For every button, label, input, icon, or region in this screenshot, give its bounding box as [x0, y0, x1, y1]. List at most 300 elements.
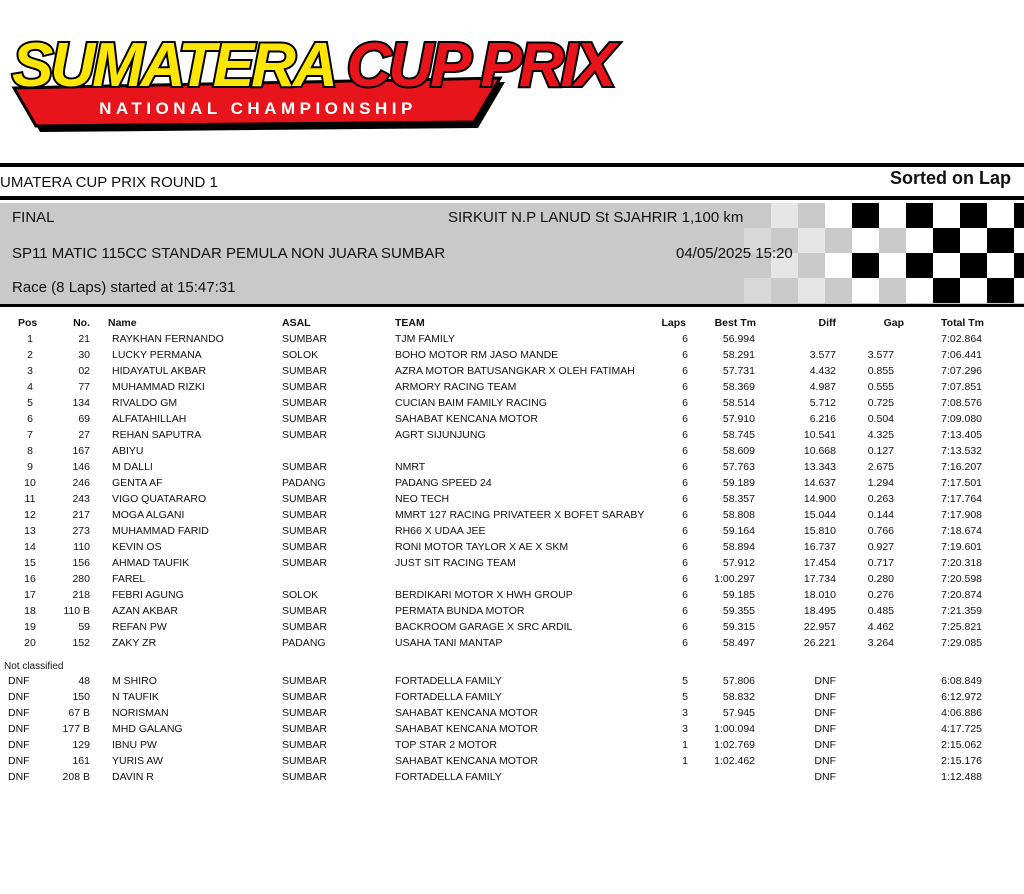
col-name: Name	[108, 317, 137, 329]
cell-no: 246	[72, 477, 90, 489]
cell-best: 57.731	[722, 365, 755, 377]
sumatera-cup-prix-logo	[0, 0, 614, 150]
cell-diff: 22.957	[803, 621, 836, 633]
cell-laps: 3	[682, 707, 688, 719]
cell-best: 58.832	[722, 691, 755, 703]
cell-laps: 6	[682, 573, 688, 585]
cell-asal: SUMBAR	[282, 461, 327, 473]
logo-title-part-1: SUMATERA	[12, 31, 333, 100]
cell-diff: DNF	[814, 691, 836, 703]
cell-asal: SOLOK	[282, 349, 319, 361]
cell-best: 59.185	[722, 589, 755, 601]
cell-team: MMRT 127 RACING PRIVATEER X BOFET SARABY	[395, 509, 645, 521]
cell-asal: SUMBAR	[282, 541, 327, 553]
cell-pos: 17	[24, 589, 36, 601]
cell-name: MUHAMMAD RIZKI	[112, 381, 205, 393]
cell-total: 7:20.598	[941, 573, 982, 585]
cell-best: 59.355	[722, 605, 755, 617]
cell-diff: 10.541	[803, 429, 836, 441]
sort-label: Sorted on Lap	[890, 168, 1011, 188]
cell-pos: 1	[27, 333, 33, 345]
cell-best: 1:00.094	[714, 723, 755, 735]
result-row	[0, 347, 1024, 363]
cell-name: REFAN PW	[112, 621, 167, 633]
cell-total: 7:07.296	[941, 365, 982, 377]
cell-diff: DNF	[814, 723, 836, 735]
cell-total: 7:08.576	[941, 397, 982, 409]
cell-total: 7:09.080	[941, 413, 982, 425]
cell-laps: 6	[682, 461, 688, 473]
cell-diff: DNF	[814, 739, 836, 751]
cell-pos: 9	[27, 461, 33, 473]
cell-pos: DNF	[8, 675, 30, 687]
cell-gap: 0.280	[867, 573, 894, 585]
cell-total: 7:17.908	[941, 509, 982, 521]
cell-asal: SUMBAR	[282, 621, 327, 633]
classified-list	[0, 331, 1024, 651]
cell-laps: 3	[682, 723, 688, 735]
cell-asal: SUMBAR	[282, 333, 327, 345]
cell-laps: 6	[682, 621, 688, 633]
cell-diff: DNF	[814, 755, 836, 767]
cell-total: 7:16.207	[941, 461, 982, 473]
cell-best: 58.357	[722, 493, 755, 505]
col-pos: Pos	[18, 317, 38, 329]
results-table	[0, 313, 1024, 785]
cell-pos: 18	[24, 605, 36, 617]
cell-team: RONI MOTOR TAYLOR X AE X SKM	[395, 541, 569, 553]
dnf-row	[0, 705, 1024, 721]
cell-total: 4:06.886	[941, 707, 982, 719]
result-row	[0, 411, 1024, 427]
result-row	[0, 443, 1024, 459]
cell-asal: SUMBAR	[282, 739, 327, 751]
cell-pos: 10	[24, 477, 36, 489]
cell-diff: 16.737	[803, 541, 836, 553]
cell-team: BACKROOM GARAGE X SRC ARDIL	[395, 621, 573, 633]
cell-gap: 0.927	[867, 541, 894, 553]
cell-name: DAVIN R	[112, 771, 154, 783]
cell-laps: 6	[682, 557, 688, 569]
cell-asal: SUMBAR	[282, 397, 327, 409]
cell-team: CUCIAN BAIM FAMILY RACING	[395, 397, 547, 409]
cell-pos: DNF	[8, 739, 30, 751]
cell-team: BERDIKARI MOTOR X HWH GROUP	[395, 589, 573, 601]
cell-pos: 14	[24, 541, 36, 553]
cell-no: 152	[72, 637, 90, 649]
cell-name: RIVALDO GM	[112, 397, 178, 409]
cell-best: 56.994	[722, 333, 755, 345]
cell-best: 59.164	[722, 525, 755, 537]
cell-asal: SUMBAR	[282, 509, 327, 521]
cell-name: GENTA AF	[112, 477, 163, 489]
cell-total: 7:06.441	[941, 349, 982, 361]
result-row	[0, 587, 1024, 603]
cell-diff: 6.216	[809, 413, 836, 425]
cell-best: 1:00.297	[714, 573, 755, 585]
cell-gap: 0.555	[867, 381, 894, 393]
cell-laps: 6	[682, 397, 688, 409]
top-rule	[0, 163, 1024, 167]
cell-no: 69	[78, 413, 90, 425]
cell-no: 150	[72, 691, 90, 703]
cell-name: KEVIN OS	[112, 541, 162, 553]
cell-name: N TAUFIK	[112, 691, 159, 703]
cell-diff: 4.987	[809, 381, 836, 393]
cell-team: SAHABAT KENCANA MOTOR	[395, 413, 538, 425]
result-row	[0, 603, 1024, 619]
result-row	[0, 539, 1024, 555]
cell-pos: 11	[24, 493, 36, 505]
dnf-row	[0, 769, 1024, 785]
cell-total: 7:29.085	[941, 637, 982, 649]
logo-title	[12, 31, 620, 100]
cell-total: 7:17.501	[941, 477, 982, 489]
result-row	[0, 491, 1024, 507]
cell-name: MOGA ALGANI	[112, 509, 185, 521]
cell-no: 67 B	[68, 707, 90, 719]
cell-best: 58.808	[722, 509, 755, 521]
cell-pos: DNF	[8, 723, 30, 735]
cell-laps: 6	[682, 637, 688, 649]
cell-best: 58.369	[722, 381, 755, 393]
col-gap: Gap	[883, 317, 904, 329]
result-row	[0, 379, 1024, 395]
logo-title-part-2: CUP PRIX	[332, 31, 614, 100]
race-datetime: 04/05/2025 15:20	[676, 245, 793, 262]
cell-name: MHD GALANG	[112, 723, 183, 735]
cell-diff: 15.044	[803, 509, 836, 521]
cell-team: FORTADELLA FAMILY	[395, 691, 502, 703]
cell-laps: 5	[682, 691, 688, 703]
cell-total: 7:13.405	[941, 429, 982, 441]
cell-total: 2:15.062	[941, 739, 982, 751]
cell-laps: 6	[682, 333, 688, 345]
cell-asal: PADANG	[282, 477, 326, 489]
result-row	[0, 635, 1024, 651]
cell-pos: 7	[27, 429, 33, 441]
cell-laps: 6	[682, 365, 688, 377]
cell-diff: DNF	[814, 675, 836, 687]
cell-pos: 5	[27, 397, 33, 409]
cell-diff: 17.454	[803, 557, 836, 569]
cell-laps: 6	[682, 605, 688, 617]
cell-diff: 13.343	[803, 461, 836, 473]
cell-laps: 1	[682, 739, 688, 751]
cell-total: 7:20.874	[941, 589, 982, 601]
cell-total: 7:19.601	[941, 541, 982, 553]
cell-asal: SUMBAR	[282, 723, 327, 735]
cell-pos: 20	[24, 637, 36, 649]
cell-asal: SUMBAR	[282, 525, 327, 537]
cell-pos: 12	[24, 509, 36, 521]
cell-laps: 1	[682, 755, 688, 767]
col-team: TEAM	[395, 317, 425, 329]
cell-laps: 5	[682, 675, 688, 687]
cell-no: 129	[72, 739, 90, 751]
cell-team: SAHABAT KENCANA MOTOR	[395, 723, 538, 735]
cell-asal: SUMBAR	[282, 365, 327, 377]
cell-best: 57.910	[722, 413, 755, 425]
cell-gap: 0.725	[867, 397, 894, 409]
cell-gap: 0.144	[867, 509, 894, 521]
cell-team: SAHABAT KENCANA MOTOR	[395, 755, 538, 767]
cell-total: 6:08.849	[941, 675, 982, 687]
cell-name: ABIYU	[112, 445, 144, 457]
cell-name: YURIS AW	[112, 755, 163, 767]
cell-best: 58.894	[722, 541, 755, 553]
cell-laps: 6	[682, 525, 688, 537]
cell-team: SAHABAT KENCANA MOTOR	[395, 707, 538, 719]
cell-total: 7:25.821	[941, 621, 982, 633]
cell-best: 1:02.769	[714, 739, 755, 751]
cell-pos: DNF	[8, 755, 30, 767]
box-rule	[0, 304, 1024, 307]
cell-no: 21	[78, 333, 90, 345]
cell-diff: 10.668	[803, 445, 836, 457]
cell-no: 30	[78, 349, 90, 361]
result-row	[0, 571, 1024, 587]
cell-pos: DNF	[8, 707, 30, 719]
dnf-row	[0, 737, 1024, 753]
cell-asal: SUMBAR	[282, 381, 327, 393]
cell-pos: 6	[27, 413, 33, 425]
cell-pos: 19	[24, 621, 36, 633]
cell-no: 280	[72, 573, 90, 585]
cell-team: FORTADELLA FAMILY	[395, 675, 502, 687]
logo-subtitle: NATIONAL CHAMPIONSHIP	[99, 99, 417, 118]
col-no: No.	[73, 317, 90, 329]
cell-name: MUHAMMAD FARID	[112, 525, 209, 537]
cell-gap: 4.325	[867, 429, 894, 441]
cell-gap: 0.276	[867, 589, 894, 601]
cell-gap: 0.855	[867, 365, 894, 377]
cell-no: 59	[78, 621, 90, 633]
cell-laps: 6	[682, 493, 688, 505]
not-classified-heading	[0, 651, 1024, 673]
cell-total: 7:17.764	[941, 493, 982, 505]
result-row	[0, 427, 1024, 443]
cell-total: 7:21.359	[941, 605, 982, 617]
cell-pos: 8	[27, 445, 33, 457]
cell-best: 59.189	[722, 477, 755, 489]
cell-gap: 0.766	[867, 525, 894, 537]
cell-best: 1:02.462	[714, 755, 755, 767]
cell-diff: 14.637	[803, 477, 836, 489]
cell-total: 7:13.532	[941, 445, 982, 457]
cell-diff: 4.432	[809, 365, 836, 377]
cell-best: 58.497	[722, 637, 755, 649]
cell-best: 57.806	[722, 675, 755, 687]
cell-name: M SHIRO	[112, 675, 157, 687]
cell-diff: 18.495	[803, 605, 836, 617]
cell-asal: SUMBAR	[282, 707, 327, 719]
cell-pos: 2	[27, 349, 33, 361]
result-row	[0, 555, 1024, 571]
cell-pos: 4	[27, 381, 33, 393]
cell-no: 156	[72, 557, 90, 569]
result-row	[0, 507, 1024, 523]
event-title: UMATERA CUP PRIX ROUND 1	[0, 174, 218, 191]
cell-best: 57.763	[722, 461, 755, 473]
cell-team: PERMATA BUNDA MOTOR	[395, 605, 525, 617]
result-row	[0, 395, 1024, 411]
cell-no: 217	[72, 509, 90, 521]
cell-diff: 15.810	[803, 525, 836, 537]
result-row	[0, 331, 1024, 347]
cell-no: 134	[72, 397, 90, 409]
cell-no: 110	[73, 541, 90, 553]
cell-asal: SUMBAR	[282, 771, 327, 783]
cell-name: REHAN SAPUTRA	[112, 429, 202, 441]
cell-asal: SUMBAR	[282, 675, 327, 687]
cell-laps: 6	[682, 429, 688, 441]
cell-no: 48	[78, 675, 90, 687]
cell-gap: 3.264	[867, 637, 894, 649]
cell-total: 4:17.725	[941, 723, 982, 735]
cell-pos: 3	[27, 365, 33, 377]
cell-name: RAYKHAN FERNANDO	[112, 333, 224, 345]
cell-best: 58.291	[722, 349, 755, 361]
cell-no: 243	[72, 493, 90, 505]
table-header	[0, 313, 1024, 331]
cell-team: JUST SIT RACING TEAM	[395, 557, 516, 569]
result-row	[0, 475, 1024, 491]
cell-name: AHMAD TAUFIK	[112, 557, 190, 569]
race-start: Race (8 Laps) started at 15:47:31	[12, 279, 236, 296]
cell-no: 273	[72, 525, 90, 537]
col-best: Best Tm	[714, 317, 756, 329]
cell-name: FAREL	[112, 573, 146, 585]
cell-team: AGRT SIJUNJUNG	[395, 429, 486, 441]
cell-best: 57.912	[722, 557, 755, 569]
cell-no: 146	[72, 461, 90, 473]
cell-pos: DNF	[8, 771, 30, 783]
cell-pos: 16	[24, 573, 36, 585]
cell-team: BOHO MOTOR RM JASO MANDE	[395, 349, 559, 361]
cell-team: PADANG SPEED 24	[395, 477, 492, 489]
cell-laps: 6	[682, 477, 688, 489]
header-rule	[0, 196, 1024, 200]
cell-name: HIDAYATUL AKBAR	[112, 365, 207, 377]
cell-asal: SUMBAR	[282, 755, 327, 767]
cell-total: 1:12.488	[941, 771, 982, 783]
cell-diff: 26.221	[803, 637, 836, 649]
cell-no: 77	[78, 381, 90, 393]
circuit-name: SIRKUIT N.P LANUD St SJAHRIR 1,100 km	[448, 209, 744, 226]
cell-gap: 0.504	[867, 413, 894, 425]
cell-name: ZAKY ZR	[112, 637, 157, 649]
cell-asal: SUMBAR	[282, 413, 327, 425]
cell-no: 161	[72, 755, 90, 767]
cell-gap: 0.127	[867, 445, 894, 457]
cell-diff: 5.712	[809, 397, 836, 409]
cell-team: NMRT	[395, 461, 426, 473]
cell-diff: DNF	[814, 771, 836, 783]
cell-gap: 1.294	[867, 477, 894, 489]
cell-name: LUCKY PERMANA	[112, 349, 202, 361]
cell-asal: SUMBAR	[282, 429, 327, 441]
cell-name: IBNU PW	[112, 739, 157, 751]
cell-no: 110 B	[63, 605, 90, 617]
dnf-row	[0, 721, 1024, 737]
cell-no: 27	[78, 429, 90, 441]
cell-diff: 3.577	[809, 349, 836, 361]
cell-best: 59.315	[722, 621, 755, 633]
col-diff: Diff	[818, 317, 836, 329]
cell-diff: DNF	[814, 707, 836, 719]
cell-gap: 2.675	[867, 461, 894, 473]
cell-total: 7:02.864	[941, 333, 982, 345]
cell-laps: 6	[682, 413, 688, 425]
cell-team: TOP STAR 2 MOTOR	[395, 739, 497, 751]
cell-gap: 0.263	[867, 493, 894, 505]
cell-team: ARMORY RACING TEAM	[395, 381, 517, 393]
cell-no: 218	[72, 589, 90, 601]
cell-gap: 3.577	[867, 349, 894, 361]
result-row	[0, 523, 1024, 539]
cell-laps: 6	[682, 509, 688, 521]
cell-team: TJM FAMILY	[395, 333, 455, 345]
cell-total: 2:15.176	[941, 755, 982, 767]
cell-pos: 15	[24, 557, 36, 569]
result-row	[0, 363, 1024, 379]
cell-asal: SUMBAR	[282, 557, 327, 569]
cell-team: FORTADELLA FAMILY	[395, 771, 502, 783]
cell-best: 58.609	[722, 445, 755, 457]
col-asal: ASAL	[282, 317, 311, 329]
cell-laps: 6	[682, 445, 688, 457]
session-name: FINAL	[12, 209, 55, 226]
cell-total: 7:20.318	[941, 557, 982, 569]
race-class: SP11 MATIC 115CC STANDAR PEMULA NON JUARA SUMBAR	[12, 245, 446, 262]
cell-gap: 0.717	[867, 557, 894, 569]
cell-name: AZAN AKBAR	[112, 605, 178, 617]
cell-best: 58.745	[722, 429, 755, 441]
cell-pos: DNF	[8, 691, 30, 703]
col-total: Total Tm	[941, 317, 984, 329]
cell-name: ALFATAHILLAH	[112, 413, 187, 425]
cell-pos: 13	[24, 525, 36, 537]
cell-best: 58.514	[722, 397, 755, 409]
cell-laps: 6	[682, 349, 688, 361]
cell-total: 7:18.674	[941, 525, 982, 537]
cell-name: FEBRI AGUNG	[112, 589, 184, 601]
cell-asal: SUMBAR	[282, 493, 327, 505]
race-info-box	[0, 203, 1024, 304]
cell-name: M DALLI	[112, 461, 153, 473]
cell-gap: 0.485	[867, 605, 894, 617]
cell-team: USAHA TANI MANTAP	[395, 637, 503, 649]
dnf-row	[0, 689, 1024, 705]
cell-no: 167	[72, 445, 90, 457]
cell-asal: SUMBAR	[282, 605, 327, 617]
cell-best: 57.945	[722, 707, 755, 719]
cell-laps: 6	[682, 589, 688, 601]
cell-team: RH66 X UDAA JEE	[395, 525, 486, 537]
cell-name: NORISMAN	[112, 707, 169, 719]
cell-asal: PADANG	[282, 637, 326, 649]
not-classified-label: Not classified	[4, 661, 64, 672]
dnf-row	[0, 673, 1024, 689]
cell-asal: SUMBAR	[282, 691, 327, 703]
cell-gap: 4.462	[867, 621, 894, 633]
cell-laps: 6	[682, 541, 688, 553]
cell-no: 177 B	[62, 723, 90, 735]
cell-laps: 6	[682, 381, 688, 393]
result-row	[0, 619, 1024, 635]
result-row	[0, 459, 1024, 475]
